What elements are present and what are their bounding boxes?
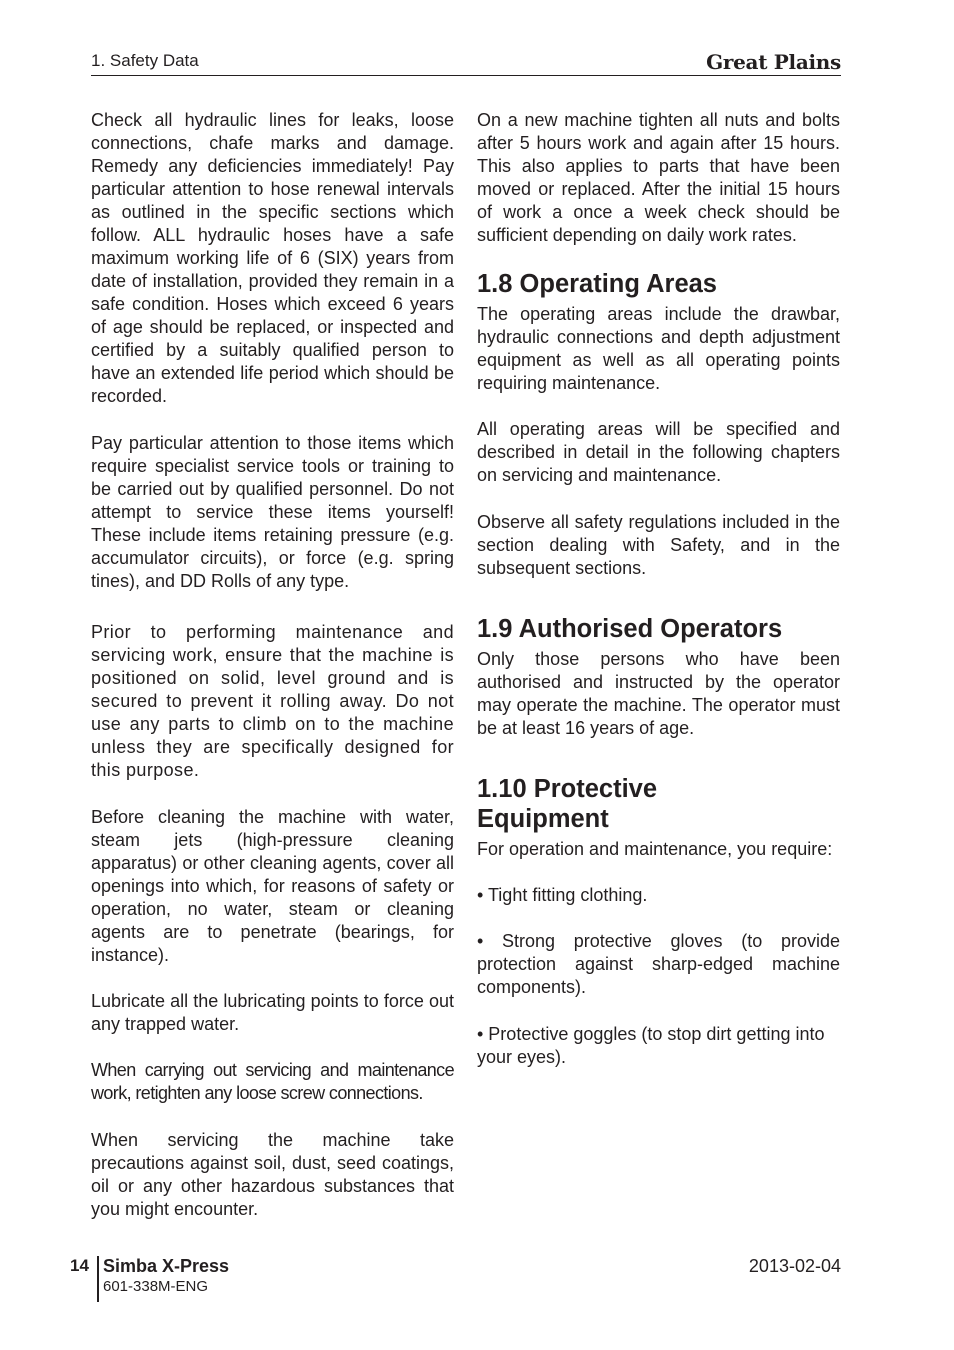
- paragraph: Only those persons who have been authorised and instructed by the operator may operate the machine. The operator must be at least 16 years of age.: [477, 649, 840, 738]
- section-header: 1. Safety Data: [91, 51, 199, 70]
- footer-divider: [97, 1256, 99, 1302]
- product-name: Simba X-Press: [103, 1256, 230, 1276]
- heading-authorised-operators: 1.9 Authorised Operators: [477, 615, 783, 643]
- paragraph: Lubricate all the lubricating points to force out any trapped water.: [91, 991, 454, 1034]
- paragraph: Observe all safety regulations included in the section dealing with Safety, and in the subsequent sections.: [477, 512, 840, 578]
- heading-operating-areas: 1.8 Operating Areas: [477, 270, 717, 298]
- paragraph: Pay particular attention to those items which require specialist service tools or training to be carried out by qualified personnel. Do not attempt to service these items yourself! These include items retaining pressure (e.g. accumulator circuits), or force (e.g. spring tines), and DD Rolls of any type.: [91, 433, 454, 591]
- document-code: 601-338M-ENG: [103, 1278, 209, 1295]
- paragraph: Prior to performing maintenance and servicing work, ensure that the machine is positioned on solid, level ground and is secured to prevent it rolling away. Do not use any parts to climb on to the machine unless they are specifically designed for this purpose.: [91, 622, 454, 780]
- paragraph: When carrying out servicing and maintenance work, retighten any loose screw connections.: [91, 1060, 454, 1103]
- brand-logo: Great Plains: [706, 50, 841, 74]
- bullet-item: • Tight fitting clothing.: [477, 885, 648, 905]
- paragraph: Check all hydraulic lines for leaks, loose connections, chafe marks and damage. Remedy any deficiencies immediately! Pay particular attention to hose renewal intervals as outlined in the specific sections which follow. ALL hydraulic hoses have a safe maximum working life of 6 (SIX) years from date of installation, provided they remain in a safe condition. Hoses which exceed 6 years of age should be replaced, or inspected and certified by a suitably qualified person to have an extended life period which should be recorded.: [91, 110, 454, 406]
- paragraph: The operating areas include the drawbar, hydraulic connections and depth adjustment equipment as well as all operating points requiring maintenance.: [477, 304, 840, 393]
- bullet-item: • Strong protective gloves (to provide protection against sharp-edged machine components).: [477, 931, 840, 997]
- document-date: 2013-02-04: [748, 1256, 841, 1276]
- heading-protective-equipment: 1.10 Protective Equipment: [477, 775, 658, 833]
- paragraph: For operation and maintenance, you require:: [477, 839, 833, 859]
- paragraph: On a new machine tighten all nuts and bolts after 5 hours work and again after 15 hours. This also applies to parts that have been moved or replaced. After the initial 15 hours of work a once a week check should be sufficient depending on daily work rates.: [477, 110, 840, 245]
- paragraph: Before cleaning the machine with water, steam jets (high-pressure cleaning apparatus) or other cleaning agents, cover all openings into which, for reasons of safety or operation, no water, steam or cleaning agents are to penetrate (bearings, for instance).: [91, 807, 454, 965]
- bullet-item: • Protective goggles (to stop dirt getting into your eyes).: [477, 1024, 825, 1067]
- page-number: 14: [70, 1256, 89, 1275]
- paragraph: When servicing the machine take precautions against soil, dust, seed coatings, oil or any other hazardous substances that you might encounter.: [91, 1130, 454, 1219]
- header-rule: [91, 75, 841, 76]
- paragraph: All operating areas will be specified and described in detail in the following chapters on servicing and maintenance.: [477, 419, 840, 485]
